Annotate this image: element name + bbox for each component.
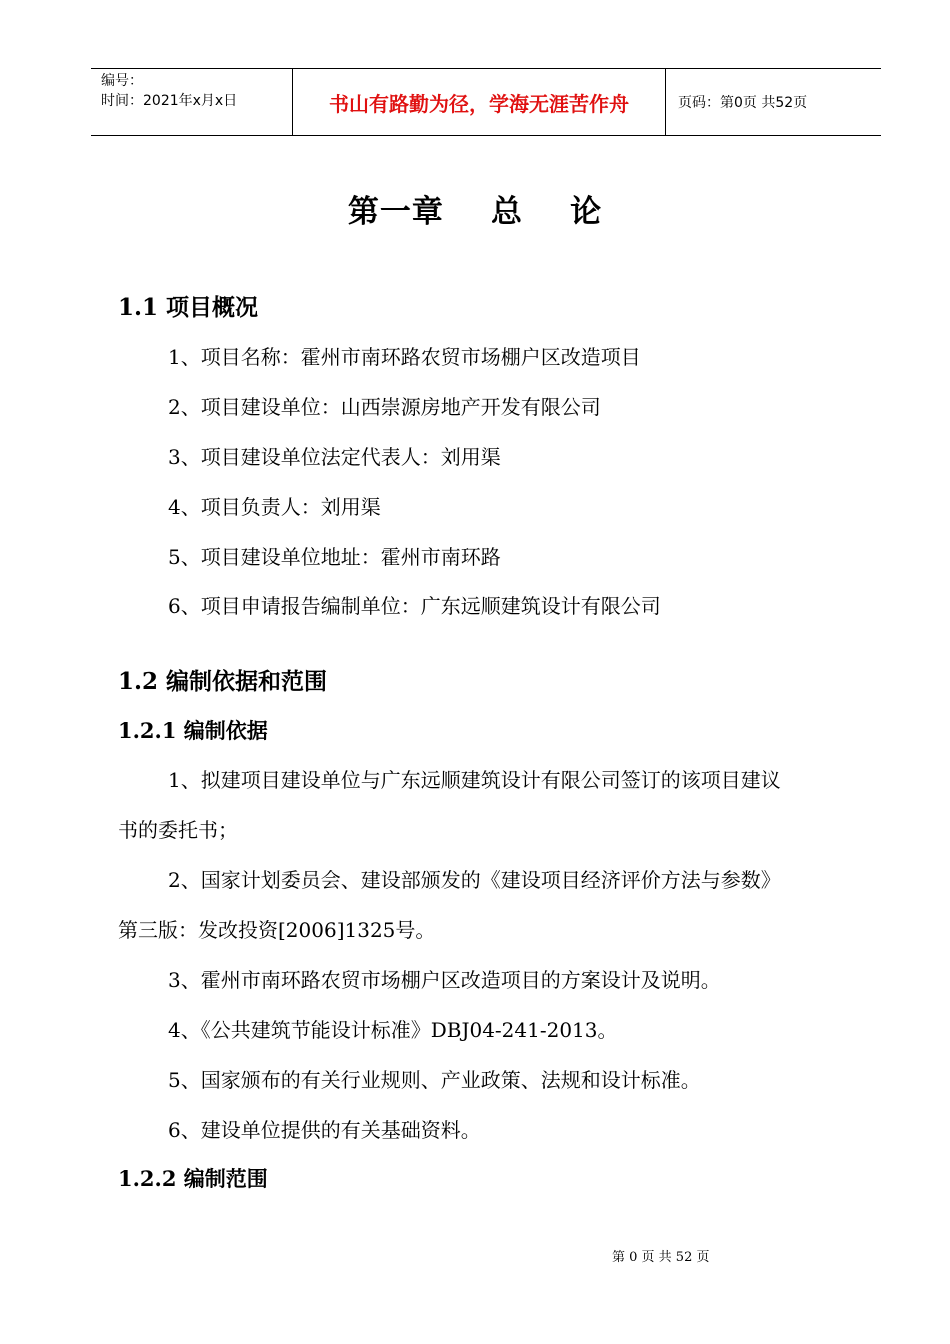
paragraph-line: 4、《公共建筑节能设计标准》DBJ04-241-2013。 bbox=[168, 1018, 618, 1042]
paragraph-line: 1、拟建项目建设单位与广东远顺建筑设计有限公司签订的该项目建议 bbox=[168, 768, 781, 792]
section-heading-1-1: 1.1 项目概况 bbox=[118, 294, 259, 321]
list-item: 4、项目负责人：刘用渠 bbox=[168, 495, 381, 519]
header-meta bbox=[91, 69, 293, 135]
list-item: 5、项目建设单位地址：霍州市南环路 bbox=[168, 545, 501, 569]
page-header bbox=[91, 68, 881, 136]
section-heading-1-2: 1.2 编制依据和范围 bbox=[118, 668, 328, 695]
header-number-label: 编号： bbox=[101, 73, 143, 89]
header-page-info: 页码：第0页 共52页 bbox=[678, 95, 808, 111]
chapter-title-text: 第一章 总 论 bbox=[347, 194, 603, 230]
paragraph-line: 6、建设单位提供的有关基础资料。 bbox=[168, 1118, 481, 1142]
section-heading-1-2-2: 1.2.2 编制范围 bbox=[118, 1166, 268, 1191]
chapter-title bbox=[0, 186, 950, 231]
paragraph-line: 5、国家颁布的有关行业规则、产业政策、法规和设计标准。 bbox=[168, 1068, 701, 1092]
paragraph-line: 3、霍州市南环路农贸市场棚户区改造项目的方案设计及说明。 bbox=[168, 968, 721, 992]
paragraph-line: 书的委托书； bbox=[118, 818, 238, 842]
list-item: 6、项目申请报告编制单位：广东远顺建筑设计有限公司 bbox=[168, 594, 661, 618]
list-item: 3、项目建设单位法定代表人：刘用渠 bbox=[168, 445, 501, 469]
list-item: 1、项目名称：霍州市南环路农贸市场棚户区改造项目 bbox=[168, 345, 641, 369]
paragraph-line: 2、国家计划委员会、建设部颁发的《建设项目经济评价方法与参数》 bbox=[168, 868, 781, 892]
section-heading-1-2-1: 1.2.1 编制依据 bbox=[118, 718, 268, 743]
header-time-label: 时间：2021年x月x日 bbox=[101, 93, 238, 109]
list-item: 2、项目建设单位：山西崇源房地产开发有限公司 bbox=[168, 395, 601, 419]
header-motto: 书山有路勤为径，学海无涯苦作舟 bbox=[293, 69, 666, 135]
page-footer: 第 0 页 共 52 页 bbox=[612, 1250, 710, 1265]
paragraph-line: 第三版：发改投资[2006]1325号。 bbox=[118, 918, 436, 942]
